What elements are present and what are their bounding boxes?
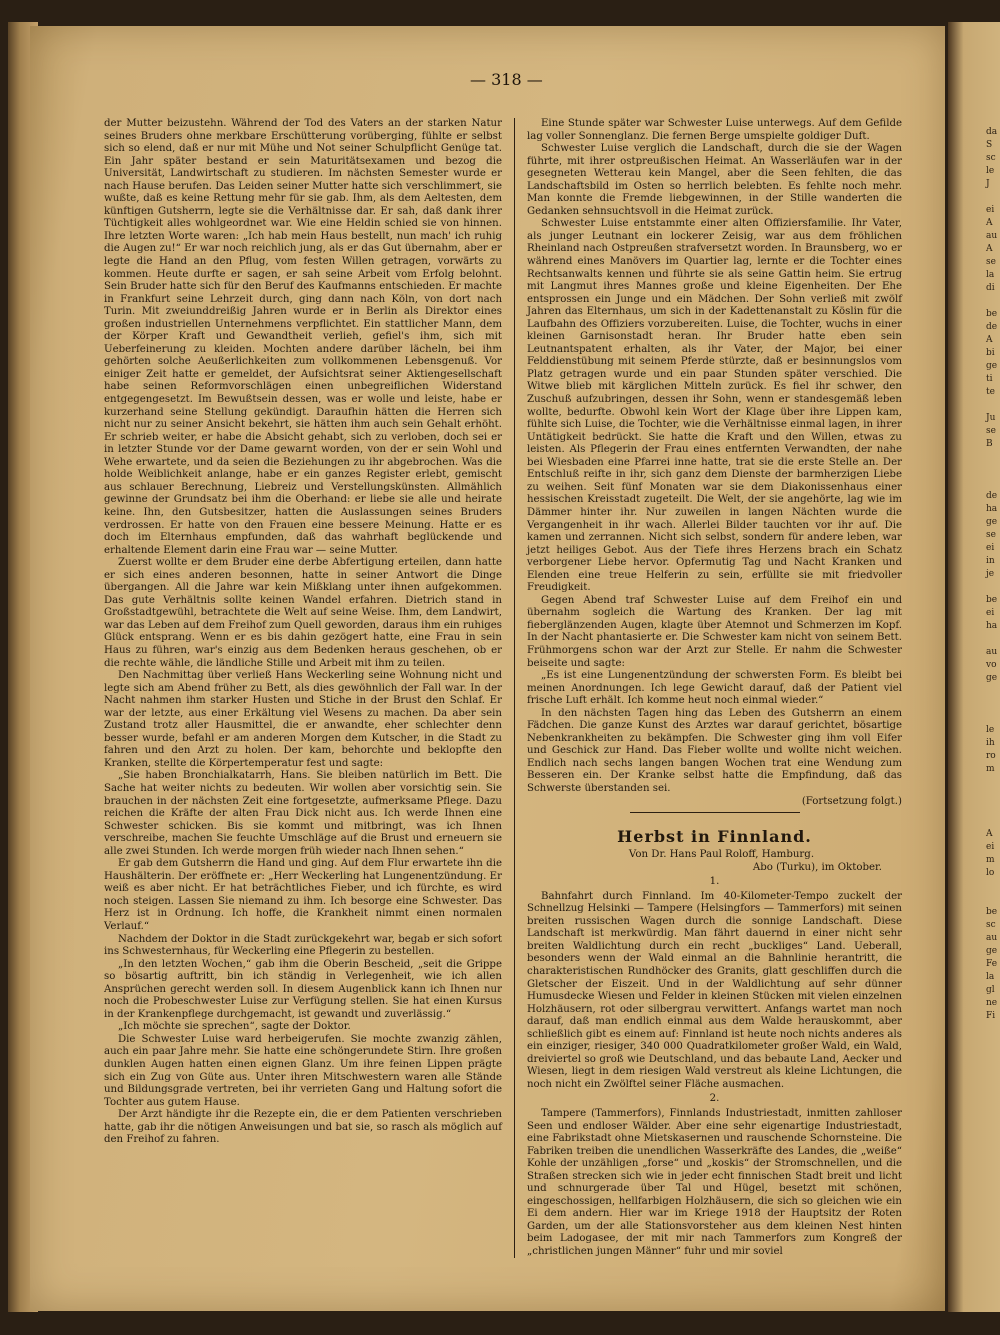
paragraph: Er gab dem Gutsherrn die Hand und ging. Auf dem Flur erwartete ihn die Haushälterin. Der eröffnete er: „Herr Weckerling hat Lungenentzündung. Er weiß es aber nicht. Er hat beträchtliches Fieber, und ich fürchte, es wird noch steigen. Lassen Sie niemand zu ihm. Ich besorge eine Schwester. Das Herz ist in Ordnung. Ich hoffe, die Krankheit nimmt einen normalen Verlauf.“ <box>104 858 502 932</box>
next-page-fragment: m <box>986 764 995 774</box>
next-page-fragment <box>948 191 1000 204</box>
next-page-fragment: la <box>986 972 995 982</box>
next-page-fragment <box>948 685 1000 698</box>
page-number: — 318 — <box>470 70 543 89</box>
next-page-fragment: ge <box>986 946 998 956</box>
next-page-fragment: ti <box>986 374 993 384</box>
next-page-fragment: A <box>986 335 993 345</box>
next-page-fragment <box>948 893 1000 906</box>
next-page-fragment <box>948 815 1000 828</box>
next-page-fragment: sc <box>986 153 996 163</box>
next-page-fragment: sc <box>986 920 996 930</box>
paragraph: Eine Stunde später war Schwester Luise unterwegs. Auf dem Gefilde lag voller Sonnenglanz. Die fernen Berge umspielte goldiger Duft. <box>527 118 902 142</box>
paragraph: „Sie haben Bronchialkatarrh, Hans. Sie bleiben natürlich im Bett. Die Sache hat weiter nichts zu bedeuten. Wir wollen aber vorsichtig sein. Sie brauchen in der nächsten Zeit eine fortgesetzte, aufmerksame Pflege. Dazu reichen die Kräfte der alten Frau Dick nicht aus. Ich werde Ihnen eine Schwester schicken. Bis sie kommt und mitbringt, was ich Ihnen verschreibe, machen Sie feuchte Umschläge auf die Brust und erneuern sie alle zwei Stunden. Ich werde morgen früh wieder nach Ihnen sehen.“ <box>104 770 502 857</box>
next-page-fragment: de <box>986 322 998 332</box>
next-page-fragment: ro <box>986 751 996 761</box>
paragraph: „Es ist eine Lungenentzündung der schwersten Form. Es bleibt bei meinen Anordnungen. Ich lege Gewicht darauf, daß der Patient viel frische Luft erhält. Ich komme heut noch einmal wieder.“ <box>527 670 902 707</box>
next-page-fragment <box>948 698 1000 711</box>
next-page-fragment: te <box>986 387 995 397</box>
next-page-fragment: be <box>986 309 998 319</box>
next-page-fragment: gl <box>986 985 995 995</box>
paragraph: In den nächsten Tagen hing das Leben des Gutsherrn an einem Fädchen. Die ganze Kunst des Arztes war darauf gerichtet, bösartige Nebenkrankheiten zu bekämpfen. Die Schwester ging ihm voll Eifer und Geschick zur Hand. Das Fieber wollte und wollte nicht weichen. Endlich nach sechs langen bangen Wochen trat eine Wendung zum Besseren ein. Der Kranke selbst hatte die Empfindung, daß das Schwerste überstanden sei. <box>527 707 902 794</box>
next-page-fragment <box>948 464 1000 477</box>
continuation-note: (Fortsetzung folgt.) <box>801 795 902 807</box>
paragraph: „Ich möchte sie sprechen“, sagte der Doktor. <box>118 1021 351 1033</box>
next-page-fragment <box>948 581 1000 594</box>
next-page-fragment: au <box>986 933 998 943</box>
next-page-fragment: Fi <box>986 1011 996 1021</box>
paragraph: Zuerst wollte er dem Bruder eine derbe Abfertigung erteilen, dann hatte er sich eines anderen besonnen, hatte in seiner Antwort die Dinge übergangen. All die Jahre war kein Mißklang unter ihnen aufgekommen. Das gute Verhältnis sollte keinen Wandel erfahren. Dietrich stand in Großstadtgewühl, betrachtete die Welt auf seine Weise. Ihm, dem Landwirt, war das Leben auf dem Freihof zum Quell geworden, daraus ihm ein ruhiges Glück entsprang. Wenn er es bis dahin gezögert hatte, eine Frau in sein Haus zu führen, war's einzig aus dem Bedenken heraus geschehen, ob er die rechte wähle, die ländliche Stille und Arbeit mit ihm zu teilen. <box>104 557 502 669</box>
next-page-fragment: be <box>986 907 998 917</box>
next-page-fragment: se <box>986 530 996 540</box>
paragraph: Bahnfahrt durch Finnland. Im 40-Kilometer-Tempo zuckelt der Schnellzug Helsinki — Tampere (Helsingfors — Tammerfors) mit seinen breiten russischen Wagen durch die sonnige Landschaft. Diese Landschaft ist merkwürdig. Man fährt dauernd in einer nicht sehr breiten Waldlichtung durch ein recht „buckliges“ Land. Ueberall, besonders wenn der Wald einmal an die Bahnlinie herantritt, die charakteristischen Rundhöcker des Granits, glatt geschliffen durch die Gletscher der Eiszeit. Und in der Waldlichtung auf sehr dünner Humusdecke Wiesen und Felder in kleinen Stücken mit vielen einzelnen Holzhäusern, rot oder silbergrau verwittert. Anfangs wartet man noch darauf, daß man endlich einmal aus dem Walde herauskommt, aber schließlich gibt es einem auf: Finnland ist heute noch nichts anderes als ein einziger, riesiger, 340 000 Quadratkilometer großer Wald, ein Wald, dreiviertel so groß wie Deutschland, und das bebaute Land, Aecker und Wiesen, liegt in dem riesigen Wald verstreut als kleine Lichtungen, die noch nicht ein Zwölftel seiner Fläche ausmachen. <box>527 890 902 1090</box>
next-page-fragment <box>948 633 1000 646</box>
next-page-fragment <box>948 295 1000 308</box>
next-page-fragment: ha <box>986 621 998 631</box>
next-page-fragment: bi <box>986 348 995 358</box>
next-page-fragment: S <box>986 140 993 150</box>
paragraph: Gegen Abend traf Schwester Luise auf dem Freihof ein und übernahm sogleich die Wartung des Kranken. Der lag mit fieberglänzenden Augen, klagte über Atemnot und Schmerzen im Kopf. In der Nacht phantasierte er. Die Schwester kam nicht von seinem Bett. Frühmorgens schon war der Arzt zur Stelle. Er nahm die Schwester beiseite und sagte: <box>527 594 902 669</box>
next-page-fragment: ei <box>986 543 995 553</box>
article-rule <box>630 812 800 813</box>
next-page-fragment: de <box>986 491 998 501</box>
next-page-fragment: ge <box>986 673 998 683</box>
section-number: 2. <box>709 1093 720 1105</box>
next-page-fragment: ge <box>986 361 998 371</box>
paragraph: Den Nachmittag über verließ Hans Weckerling seine Wohnung nicht und legte sich am Abend früher zu Bett, als dies gewöhnlich der Fall war. In der Nacht nahmen ihm starker Husten und Stiche in der Brust den Schlaf. Er war der letzte, aus einer Erkältung viel Wesens zu machen. Da aber sein Zustand trotz aller Hausmittel, die er anwandte, eher schlechter denn besser wurde, befahl er am anderen Morgen dem Kutscher, in die Stadt zu fahren und den Arzt zu holen. Der kam, behorchte und beklopfte den Kranken, stellte die Körpertemperatur fest und sagte: <box>104 670 502 769</box>
article-title: Herbst in Finnland. <box>617 827 812 847</box>
next-page-fragment: B <box>986 439 993 449</box>
next-page-fragment: je <box>986 569 995 579</box>
next-page-fragment: ei <box>986 842 995 852</box>
next-page-fragment: di <box>986 283 995 293</box>
next-page-fragment <box>948 477 1000 490</box>
paragraph: Nachdem der Doktor in die Stadt zurückgekehrt war, begab er sich sofort ins Schwesternhaus, für Weckerling eine Pflegerin zu bestellen. <box>104 933 502 958</box>
paragraph: Der Arzt händigte ihr die Rezepte ein, die er dem Patienten verschrieben hatte, gab ihr die nötigen Anweisungen und bat sie, so rasch als möglich auf den Freihof zu fahren. <box>104 1109 502 1146</box>
next-page-fragment: m <box>986 855 995 865</box>
next-page-fragment: da <box>986 127 998 137</box>
next-page-fragment: ne <box>986 998 998 1008</box>
paragraph: Die Schwester Luise ward herbeigerufen. Sie mochte zwanzig zählen, auch ein paar Jahre mehr. Sie hatte eine schöngerundete Stirn. Ihre großen dunklen Augen hatten einen eignen Glanz. Um ihre feinen Lippen prägte sich ein Zug von Güte aus. Unter ihren Mitschwestern waren alle Stände und Bildungsgrade vertreten, bei ihr verrieten Gang und Haltung sofort die Tochter aus gutem Hause. <box>104 1033 502 1108</box>
left-column <box>104 118 502 1147</box>
paragraph: der Mutter beizustehn. Während der Tod des Vaters an der starken Natur seines Bruders ohne merkbare Erschütterung vorüberging, fühlte er selbst sich so elend, daß er nur mit Mühe und Not seiner Schulpflicht Genüge tat. Ein Jahr später bestand er sein Maturitätsexamen und bezog die Universität, Landwirtschaft zu studieren. Im nächsten Semester wurde er nach Hause berufen. Das Leiden seiner Mutter hatte sich verschlimmert, sie wußte, daß es keine Rettung mehr für sie gab. Ihm, als dem Aeltesten, dem künftigen Gutsherrn, legte sie die Verhältnisse dar. Er sah, daß dank ihrer Tüchtigkeit alles wohlgeordnet war. Wie eine Heldin schied sie von hinnen. Ihre letzten Worte waren: „Ich hab mein Haus bestellt, nun mach' ich ruhig die Augen zu!“ Er war noch reichlich jung, als er das Gut übernahm, aber er legte die Hand an den Pflug, vom festen Willen getragen, vorwärts zu kommen. Heute durfte er sagen, er sah seine Arbeit vom Erfolg belohnt. Sein Bruder hatte sich für den Beruf des Kaufmanns entschieden. Er machte in Frankfurt seine Lehrzeit durch, ging dann nach Köln, von dort nach Turin. Mit zweiunddreißig Jahren wurde er in Berlin als Direktor eines großen industriellen Unternehmens verpflichtet. Ein stattlicher Mann, dem der Körper Kraft und Gewandtheit verlieh, gefiel's ihm, sich mit Ueberfeinerung zu kleiden. Mochten andere darüber lächeln, bei ihm gehörten solche Aeußerlichkeiten zum vollkommenen Lebensgenuß. Vor einiger Zeit hatte er gemeldet, der Aufsichtsrat seiner Aktiengesellschaft habe seinen Reformvorschlägen einen unbegreiflichen Widerstand entgegengesetzt. Im Bewußtsein dessen, was er wolle und leiste, habe er kurzerhand seine Stellung gekündigt. Daraufhin hätten die Herren sich nicht nur zu seiner Ansicht bekehrt, sie hätten ihm auch sein Gehalt erhöht. Er schrieb weiter, er habe die Absicht gehabt, sich zu verloben, doch sei er in letzter Stunde vor der Dame gewarnt worden, von der er sein Wohl und Wehe erwartete, und da seien die Beziehungen zu ihr abgebrochen. Was die holde Weiblichkeit anlange, habe er ein ganzes Register erlebt, gemischt aus schlauer Berechnung, Liebreiz und Verstellungskünsten. Allmählich gewinne der Grundsatz bei ihm die Oberhand: er liebe sie alle und heirate keine. Ihn, den Gutsbesitzer, hatten die Auslassungen seines Bruders verdrossen. Er hatte von den Frauen eine bessere Meinung. Hatte er es doch im Elternhaus empfunden, daß das wahrhaft beglückende und erhaltende Element darin eine Frau war — seine Mutter. <box>104 118 502 556</box>
next-page-fragment: le <box>986 725 995 735</box>
article-byline: Von Dr. Hans Paul Roloff, Hamburg. <box>628 849 815 861</box>
paragraph: Schwester Luise entstammte einer alten Offiziersfamilie. Ihr Vater, als junger Leutnant ein lockerer Zeisig, war aus dem fröhlichen Rheinland nach Ostpreußen strafversetzt worden. In Braunsberg, wo er während eines Manövers im Quartier lag, lernte er die Tochter eines Rechtsanwalts kennen und führte sie als seine Gattin heim. Sie ertrug mit Langmut ihres Mannes große und kleine Eigenheiten. Der Ehe entsprossen ein Junge und ein Mädchen. Der Sohn verließ mit zwölf Jahren das Elternhaus, um sich in der Kadettenanstalt zu Köslin für die Laufbahn des Offiziers vorzubereiten. Luise, die Tochter, wuchs in einer kleinen Garnisonstadt heran. Ihr Bruder hatte eben sein Leutnantspatent erhalten, als ihr Vater, der Major, bei einer Felddienstübung mit seinem Pferde stürzte, daß er besinnungslos vom Platz getragen wurde und ein paar Stunden später verschied. Die Witwe blieb mit kärglichen Mitteln zurück. Es fiel ihr schwer, den Zuschuß aufzubringen, dessen ihr Sohn, wenn er standesgemäß leben wollte, bedurfte. Obwohl kein Wort der Klage über ihre Lippen kam, fühlte sich Luise, die Tochter, wie die Verhältnisse einmal lagen, in ihrer Untätigkeit bedrückt. Sie hatte die Kraft und den Willen, etwas zu leisten. Als Pflegerin der Frau eines entfernten Verwandten, der nahe bei Wiesbaden eine Pfarrei inne hatte, trat sie die erste Stelle an. Der Entschluß reifte in ihr, sich ganz dem Dienste der barmherzigen Liebe zu weihen. Seit fünf Monaten war sie dem Diakonissenhaus einer hessischen Kreisstadt zugeteilt. Die Welt, der sie angehörte, lag wie im Dämmer hinter ihr. Nur zuweilen in langen Nächten wurde die Vergangenheit in ihr wach. Allerlei Bilder tauchten vor ihr auf. Die kamen und zerrannen. Nicht sich selbst, sondern für andere leben, war jetzt heiliges Gebot. Aus der Tiefe ihres Herzens brach ein Schatz verborgener Liebe hervor. Opfermutig Tag und Nacht Kranken und Elenden eine treue Helferin zu sein, erfüllte sie mit friedvoller Freudigkeit. <box>527 218 902 594</box>
next-page-fragment: A <box>986 829 993 839</box>
next-page-fragment <box>948 802 1000 815</box>
next-page-fragment: ei <box>986 608 995 618</box>
article-dateline: Abo (Turku), im Oktober. <box>752 861 882 873</box>
next-page-fragment: vo <box>986 660 997 670</box>
next-page-fragment: J <box>986 179 990 189</box>
next-page-fragment <box>948 399 1000 412</box>
paragraph: Schwester Luise verglich die Landschaft, durch die sie der Wagen führte, mit ihrer ostpreußischen Heimat. An Wasserläufen war in der gesegneten Wetterau kein Mangel, aber die Seen fehlten, die das Landschaftsbild im Osten so herrlich belebten. Es fehlte noch mehr. Man konnte die Fremde liebgewinnen, in der Stille wanderten die Gedanken sehnsuchtsvoll in die Heimat zurück. <box>527 143 902 217</box>
next-page-fragment: ih <box>986 738 995 748</box>
next-page-fragment <box>948 711 1000 724</box>
next-page-fragment <box>948 880 1000 893</box>
next-page-fragment: ha <box>986 504 998 514</box>
next-page-fragment: be <box>986 595 998 605</box>
section-number: 1. <box>709 876 720 888</box>
next-page-fragment: A <box>986 244 993 254</box>
paragraph: „In den letzten Wochen,“ gab ihm die Oberin Bescheid, „seit die Grippe so bösartig auftritt, bin ich ständig in Verlegenheit, wie ich allen Ansprüchen gerecht werden soll. In diesem Augenblick kann ich Ihnen nur noch die Probeschwester Luise zur Verfügung stellen. Sie hat einen Kursus in der Krankenpflege durchgemacht, ist gewandt und zuverlässig.“ <box>104 958 502 1020</box>
next-page-edge <box>948 22 1000 1312</box>
next-page-fragment <box>948 776 1000 789</box>
column-divider <box>514 118 515 1258</box>
next-page-fragment: la <box>986 270 995 280</box>
next-page-fragment <box>948 451 1000 464</box>
next-page-fragment: in <box>986 556 995 566</box>
next-page-fragment: se <box>986 426 996 436</box>
next-page-fragment: lo <box>986 868 995 878</box>
next-page-fragment: ge <box>986 517 998 527</box>
next-page-fragment: A <box>986 218 993 228</box>
next-page-fragment <box>948 789 1000 802</box>
next-page-fragment: le <box>986 166 995 176</box>
next-page-fragment: au <box>986 231 998 241</box>
next-page-fragment: se <box>986 257 996 267</box>
next-page-fragment: ei <box>986 205 995 215</box>
paragraph: Tampere (Tammerfors), Finnlands Industriestadt, inmitten zahlloser Seen und endloser Wälder. Aber eine sehr eigenartige Industriestadt, eine Fabrikstadt ohne Mietskasernen und rauschende Schornsteine. Die Fabriken treiben die unendlichen Wasserkräfte des Landes, die „weiße“ Kohle der unzähligen „forse“ und „koskis“ der Stromschnellen, und die Straßen strecken sich wie in jeder echt finnischen Stadt breit und licht und schnurgerade über Tal und Hügel, besetzt mit schönen, eingeschossigen, hellfarbigen Holzhäusern, die sich so gleichen wie ein Ei dem andern. Hier war im Kriege 1918 der Hauptsitz der Roten Garden, um der alle Stationsvorsteher aus dem kleinen Nest hinten beim Ladogasee, der mit mir nach Tammerfors zum Kongreß der „christlichen jungen Männer“ fuhr und mir soviel <box>527 1108 902 1258</box>
next-page-fragment: au <box>986 647 998 657</box>
next-page-fragment: Fe <box>986 959 998 969</box>
right-column <box>527 118 902 1259</box>
next-page-fragment: Ju <box>986 413 996 423</box>
